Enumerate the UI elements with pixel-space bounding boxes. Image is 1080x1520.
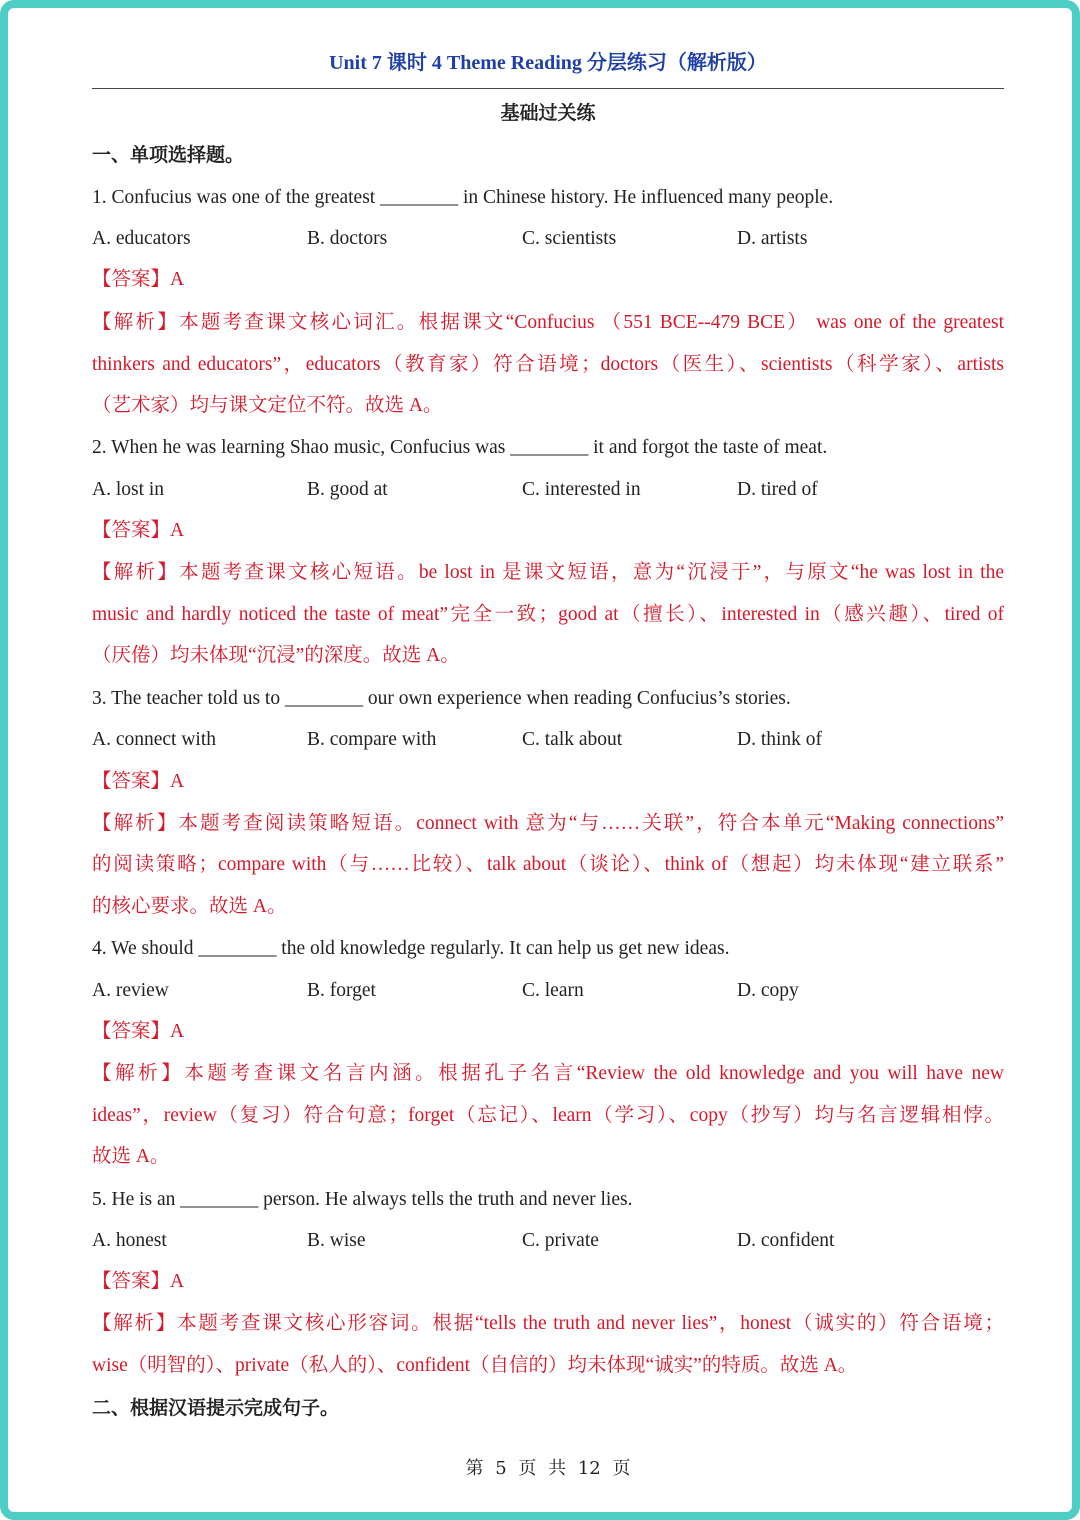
page-header-title: Unit 7 课时 4 Theme Reading 分层练习（解析版） <box>329 52 767 74</box>
question-1-answer: 【答案】A <box>92 269 185 290</box>
option-c: C. interested in <box>522 479 641 500</box>
option-b: B. wise <box>307 1230 366 1251</box>
option-c: C. talk about <box>522 729 623 750</box>
section-heading-2: 二、根据汉语提示完成句子。 <box>92 1397 340 1419</box>
question-4-analysis-line: 故选 A。 <box>92 1146 170 1167</box>
question-3-analysis-line: 的阅读策略；compare with（与……比较）、talk about（谈论）、think of（想起）均未体现“建立联系” <box>92 854 1004 875</box>
option-b: B. compare with <box>307 729 437 750</box>
question-4-analysis-line: 【解析】本题考查课文名言内涵。根据孔子名言“Review the old knowledge and you will have new <box>92 1063 1004 1084</box>
option-d: D. copy <box>737 980 799 1001</box>
section-subtitle: 基础过关练 <box>500 102 596 124</box>
question-2-analysis-line: music and hardly noticed the taste of meat”完全一致；good at（擅长）、interested in（感兴趣）、tired of <box>92 604 1004 625</box>
question-3-answer: 【答案】A <box>92 771 185 792</box>
option-b: B. doctors <box>307 228 388 249</box>
question-1-analysis-line: thinkers and educators”，educators（教育家）符合语境；doctors（医生）、scientists（科学家）、artists <box>92 354 1004 375</box>
option-a: A. review <box>92 980 169 1001</box>
option-a: A. educators <box>92 228 191 249</box>
question-4-stem: 4. We should ________ the old knowledge regularly. It can help us get new ideas. <box>92 938 730 959</box>
option-d: D. tired of <box>737 479 818 500</box>
option-a: A. lost in <box>92 479 165 500</box>
question-2-answer: 【答案】A <box>92 520 185 541</box>
section-heading-1: 一、单项选择题。 <box>92 144 245 166</box>
option-c: C. learn <box>522 980 584 1001</box>
question-4-answer: 【答案】A <box>92 1021 185 1042</box>
question-3-analysis-line: 【解析】本题考查阅读策略短语。connect with 意为“与……关联”，符合本单元“Making connections” <box>92 813 1004 834</box>
question-2-analysis-line: （厌倦）均未体现“沉浸”的深度。故选 A。 <box>92 645 460 666</box>
option-b: B. forget <box>307 980 376 1001</box>
question-2-analysis-line: 【解析】本题考查课文核心短语。be lost in 是课文短语，意为“沉浸于”，与原文“he was lost in the <box>92 562 1004 583</box>
option-c: C. private <box>522 1230 599 1251</box>
option-c: C. scientists <box>522 228 617 249</box>
question-5-answer: 【答案】A <box>92 1271 185 1292</box>
question-5-analysis-line: wise（明智的）、private（私人的）、confident（自信的）均未体现“诚实”的特质。故选 A。 <box>92 1355 858 1376</box>
question-2-stem: 2. When he was learning Shao music, Confucius was ________ it and forgot the taste of meat. <box>92 437 828 458</box>
question-5-analysis-line: 【解析】本题考查课文核心形容词。根据“tells the truth and never lies”，honest（诚实的）符合语境； <box>92 1313 1004 1334</box>
question-4-analysis-line: ideas”，review（复习）符合句意；forget（忘记）、learn（学习）、copy（抄写）均与名言逻辑相悖。 <box>92 1105 1004 1126</box>
question-3-analysis-line: 的核心要求。故选 A。 <box>92 896 287 917</box>
question-5-stem: 5. He is an ________ person. He always tells the truth and never lies. <box>92 1189 633 1210</box>
question-3-stem: 3. The teacher told us to ________ our own experience when reading Confucius’s stories. <box>92 688 791 709</box>
question-1-analysis-line: （艺术家）均与课文定位不符。故选 A。 <box>92 395 443 416</box>
option-a: A. connect with <box>92 729 217 750</box>
option-d: D. artists <box>737 228 808 249</box>
page-number-footer: 第 5 页 共 12 页 <box>465 1458 631 1479</box>
option-d: D. think of <box>737 729 823 750</box>
question-1-analysis-line: 【解析】本题考查课文核心词汇。根据课文“Confucius （551 BCE--479 BCE） was one of the greatest <box>92 312 1004 333</box>
header-divider <box>92 88 1004 89</box>
option-d: D. confident <box>737 1230 835 1251</box>
option-a: A. honest <box>92 1230 167 1251</box>
option-b: B. good at <box>307 479 388 500</box>
question-1-stem: 1. Confucius was one of the greatest ________ in Chinese history. He influenced many people. <box>92 187 834 208</box>
